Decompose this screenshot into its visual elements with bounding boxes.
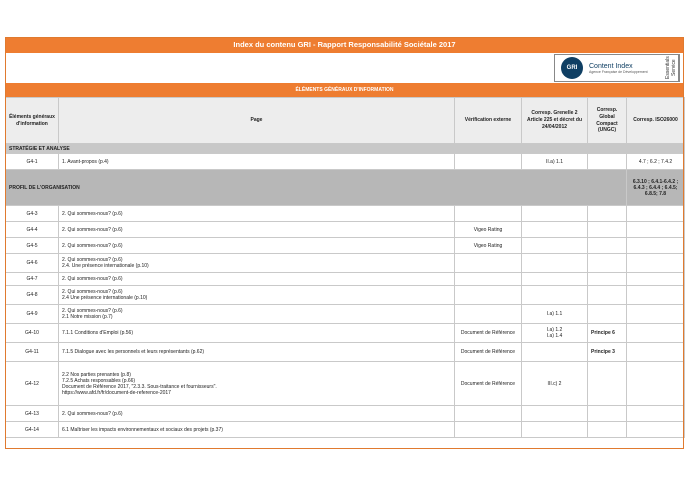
row-id: G4-9 [6,305,59,324]
logo-service-tag: Essentials Service [665,56,677,80]
page-line: 7.1.1 Conditions d'Emploi (p.56) [62,330,133,336]
group-profil: PROFIL DE L'ORGANISATION [6,170,627,206]
row-id: G4-14 [6,422,59,438]
row-verification: Vigeo Rating [455,222,522,238]
grenelle-line: III.c) 2 [547,380,562,387]
grenelle-line: I.a) 1.4 [546,333,563,339]
header-iso: Corresp. ISO26000 [627,98,685,144]
row-id: G4-7 [6,273,59,286]
logo-name: Content Index [589,62,633,70]
logo-subtitle: Agence Française de Développement [589,69,648,74]
page-line: 2.1 Notre mission (p.7) [62,314,113,320]
row-id: G4-3 [6,206,59,222]
table-frame [5,37,684,449]
page-line: 2. Qui sommes-nous? (p.6) [62,308,123,314]
row-id: G4-11 [6,343,59,362]
page-line: 2. Qui sommes-nous? (p.6) [62,226,123,233]
row-verification: Vigeo Rating [455,238,522,254]
row-verification: Document de Référence [455,362,522,406]
row-verification: Document de Référence [455,324,522,343]
page-line: 7.1.5 Dialogue avec les personnels et leurs représentants (p.62) [62,349,205,355]
page-line: 2. Qui sommes-nous? (p.6) [62,276,123,282]
page-line: 2. Qui sommes-nous? (p.6) [62,410,123,417]
grenelle-line: I.a) 1.2 [546,327,563,333]
gri-badge-icon: GRI [561,57,583,79]
row-id: G4-10 [6,324,59,343]
row-id: G4-12 [6,362,59,406]
row-id: G4-13 [6,406,59,422]
page-line: 7.2.5 Achats responsables (p.66) [62,377,136,384]
header-grenelle: Corresp. Grenelle 2 Article 225 et décret du 24/04/2012 [522,98,588,144]
page-line: 2. Qui sommes-nous? (p.6) [62,289,123,295]
row-gc: Principe 3 [588,343,627,362]
page-line: 2.4 Une présence internationale (p.10) [62,295,148,301]
page-line: 2.4. Une présence internationale (p.10) [62,263,149,269]
page-line: 2.2 Nos parties prenantes (p.8) [62,371,131,378]
page-line: https://www.afd.fr/fr/document-de-reference-2017 [62,389,171,396]
row-iso: 4.7 ; 6.2 ; 7.4.2 [627,154,685,170]
row-id: G4-5 [6,238,59,254]
section-banner: ÉLÉMENTS GÉNÉRAUX D'INFORMATION [5,83,684,97]
grenelle-line: I.a) 1.1 [546,311,563,317]
page-line: Document de Référence 2017, "2.3.3. Sous-traitance et fournisseurs". [62,383,217,390]
page-line: 2. Qui sommes-nous? (p.6) [62,210,123,217]
group-profil-iso: 6.3.10 ; 6.4.1-6.4.2 ; 6.4.3 ; 6.4.4 ; 6.4.5; 6.8.5; 7.8 [627,170,685,206]
row-page: 1. Avant-propos (p.4) [59,154,455,170]
page-line: 2. Qui sommes-nous? (p.6) [62,257,123,263]
group-strategie: STRATÉGIE ET ANALYSE [6,144,685,154]
row-id: G4-6 [6,254,59,273]
row-id: G4-4 [6,222,59,238]
header-global-compact: Corresp. Global Compact (UNGC) [588,98,627,144]
row-gc: Principe 6 [588,324,627,343]
header-elements: Éléments généraux d'information [6,98,59,144]
row-grenelle: II.a) 1.1 [522,154,588,170]
page-line: 6.1 Maîtriser les impacts environnementaux et sociaux des projets (p.37) [62,426,223,433]
row-id: G4-8 [6,286,59,305]
row-id: G4-1 [6,154,59,170]
row-verification: Document de Référence [455,343,522,362]
page-line: 2. Qui sommes-nous? (p.6) [62,242,123,249]
report-title: Index du contenu GRI - Rapport Responsabilité Sociétale 2017 [5,37,684,53]
header-verification: Vérification externe [455,98,522,144]
header-page: Page [59,98,455,144]
